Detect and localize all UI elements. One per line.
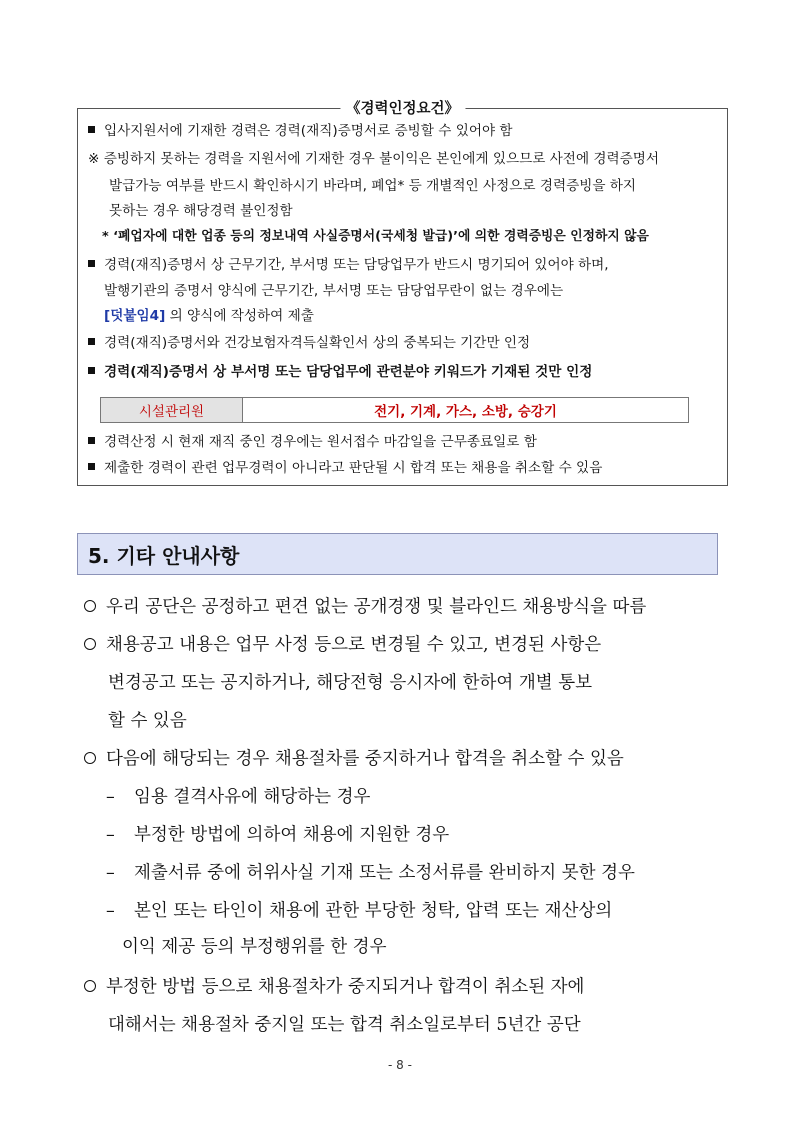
notice-item-2-cont2: 할 수 있음 [108, 711, 187, 731]
bullet-circle-icon [84, 600, 96, 612]
sub-item-4-cont: 이익 제공 등의 부정행위를 한 경우 [122, 937, 387, 957]
req-line-3: 경력(재직)증명서와 건강보험자격득실확인서 상의 중복되는 기간만 인정 [88, 333, 530, 353]
notice-item-2: 채용공고 내용은 업무 사정 등으로 변경될 수 있고, 변경된 사항은 [84, 633, 601, 657]
bullet-square-icon [88, 463, 95, 470]
notice-item-1: 우리 공단은 공정하고 편견 없는 공개경쟁 및 블라인드 채용방식을 따름 [84, 595, 646, 619]
req-line-5: 경력산정 시 현재 재직 중인 경우에는 원서접수 마감일을 근무종료일로 함 [88, 432, 537, 452]
bullet-circle-icon [84, 752, 96, 764]
dash-icon: – [106, 787, 115, 807]
keyword-list-cell: 전기, 기계, 가스, 소방, 승강기 [374, 404, 557, 420]
notice-item-3: 다음에 해당되는 경우 채용절차를 중지하거나 합격을 취소할 수 있음 [84, 747, 624, 771]
sub-item-1: – 임용 결격사유에 해당하는 경우 [106, 787, 371, 807]
dash-icon: – [106, 825, 115, 845]
keyword-role-cell: 시설관리원 [101, 398, 243, 422]
sub-item-3: – 제출서류 중에 허위사실 기재 또는 소정서류를 완비하지 못한 경우 [106, 863, 635, 883]
notice-item-4-cont: 대해서는 채용절차 중지일 또는 합격 취소일로부터 5년간 공단 [108, 1015, 581, 1035]
req-note-line-3: 못하는 경우 해당경력 불인정함 [109, 203, 293, 219]
bullet-circle-icon [84, 980, 96, 992]
section-heading: 5. 기타 안내사항 [77, 533, 718, 575]
notice-item-2-cont: 변경공고 또는 공지하거나, 해당전형 응시자에 한하여 개별 통보 [108, 673, 593, 693]
box-title: 《경력인정요건》 [340, 97, 465, 118]
req-line-1: 입사지원서에 기재한 경력은 경력(재직)증명서로 증빙할 수 있어야 함 [88, 121, 513, 141]
req-note-line-2: 발급가능 여부를 반드시 확인하시기 바라며, 폐업* 등 개별적인 사정으로 경력증빙을 하지 [109, 178, 637, 194]
dash-icon: – [106, 901, 115, 921]
sub-item-4: – 본인 또는 타인이 채용에 관한 부당한 청탁, 압력 또는 재산상의 [106, 901, 613, 921]
page-number: - 8 - [388, 1058, 412, 1072]
req-note-line-1: ※ 증빙하지 못하는 경력을 지원서에 기재한 경우 불이익은 본인에게 있으므로 사전에 경력증명서 [88, 151, 660, 167]
career-requirements-box [77, 101, 728, 486]
req-line-6: 제출한 경력이 관련 업무경력이 아니라고 판단될 시 합격 또는 채용을 취소할 수 있음 [88, 458, 602, 478]
req-line-2: 경력(재직)증명서 상 근무기간, 부서명 또는 담당업무가 반드시 명기되어 있어야 하며, [88, 255, 609, 275]
notice-item-4: 부정한 방법 등으로 채용절차가 중지되거나 합격이 취소된 자에 [84, 975, 584, 999]
bullet-square-icon [88, 437, 95, 444]
bullet-circle-icon [84, 638, 96, 650]
bullet-square-icon [88, 367, 95, 374]
sub-item-2: – 부정한 방법에 의하여 채용에 지원한 경우 [106, 825, 450, 845]
bullet-square-icon [88, 260, 95, 267]
req-line-2-cont2: [덧붙임4] 의 양식에 작성하여 제출 [104, 308, 314, 324]
keyword-table [100, 397, 689, 423]
bullet-square-icon [88, 338, 95, 345]
attachment-ref: [덧붙임4] [104, 308, 166, 324]
dash-icon: – [106, 863, 115, 883]
req-footnote: * ‘폐업자에 대한 업종 등의 정보내역 사실증명서(국세청 발급)’에 의한 경력증빙은 인정하지 않음 [102, 229, 649, 244]
bullet-square-icon [88, 126, 95, 133]
req-line-2-cont: 발행기관의 증명서 양식에 근무기간, 부서명 또는 담당업무란이 없는 경우에는 [104, 283, 564, 299]
req-line-4: 경력(재직)증명서 상 부서명 또는 담당업무에 관련분야 키워드가 기재된 것만 인정 [88, 362, 592, 382]
